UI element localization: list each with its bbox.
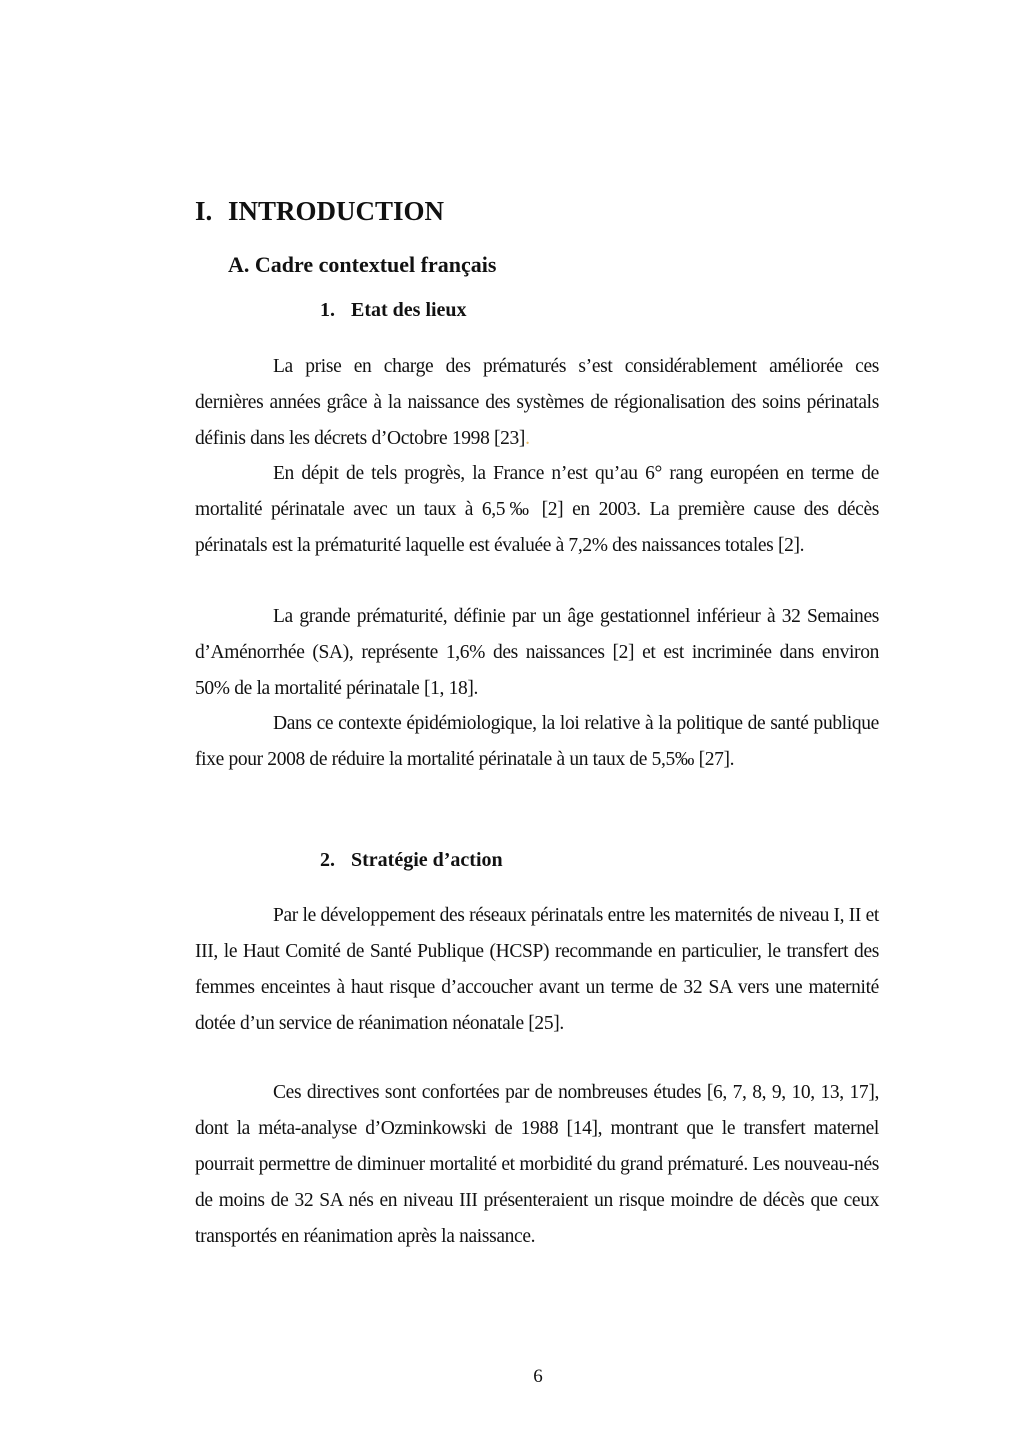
- paragraph-text: La prise en charge des prématurés s’est considérablement améliorée ces dernières années grâce à la naissance des systèmes de régionalisation des soins périnatals définis dans les décrets d’Octobre 1998 [23]: [195, 356, 879, 449]
- paragraph: Ces directives sont confortées par de nombreuses études [6, 7, 8, 9, 10, 13, 17], dont la méta-analyse d’Ozminkowski de 1988 [14], montrant que le transfert maternel pourrait permettre de diminuer mortalité et morbidité du grand prématuré. Les nouveau-nés de moins de 32 SA nés en niveau III présenteraient un risque moindre de décès que ceux transportés en réanimation après la naissance.: [195, 1082, 879, 1247]
- trailing-period: .: [525, 428, 530, 449]
- paragraph: La grande prématurité, définie par un âge gestationnel inférieur à 32 Semaines d’Aménorrhée (SA), représente 1,6% des naissances [2] et est incriminée dans environ 50% de la mortalité périnatale [1, 18].: [195, 606, 879, 699]
- heading-number: I.: [195, 196, 213, 226]
- paragraph: En dépit de tels progrès, la France n’est qu’au 6° rang européen en terme de mortalité périnatale avec un taux à 6,5‰ [2] en 2003. La première cause des décès périnatals est la prématurité laquelle est évaluée à 7,2% des naissances totales [2].: [195, 463, 879, 556]
- page-number: 6: [533, 1366, 543, 1387]
- heading-cadre-contextuel: A. Cadre contextuel français: [228, 252, 497, 277]
- heading-etat-des-lieux: [320, 299, 467, 322]
- heading-strategie-action: [320, 849, 503, 872]
- paragraph: Dans ce contexte épidémiologique, la loi relative à la politique de santé publique fixe pour 2008 de réduire la mortalité périnatale à un taux de 5,5‰ [27].: [195, 713, 879, 770]
- paragraph: Par le développement des réseaux périnatals entre les maternités de niveau I, II et III, le Haut Comité de Santé Publique (HCSP) recommande en particulier, le transfert des femmes enceintes à haut risque d’accoucher avant un terme de 32 SA vers une maternité dotée d’un service de réanimation néonatale [25].: [195, 905, 879, 1034]
- heading-title: Stratégie d’action: [351, 849, 503, 871]
- paragraph: [195, 349, 879, 457]
- heading-number: 1.: [320, 299, 335, 321]
- heading-title: INTRODUCTION: [228, 196, 445, 226]
- heading-title: Etat des lieux: [351, 299, 467, 321]
- heading-introduction: [195, 196, 444, 227]
- heading-number: 2.: [320, 849, 335, 871]
